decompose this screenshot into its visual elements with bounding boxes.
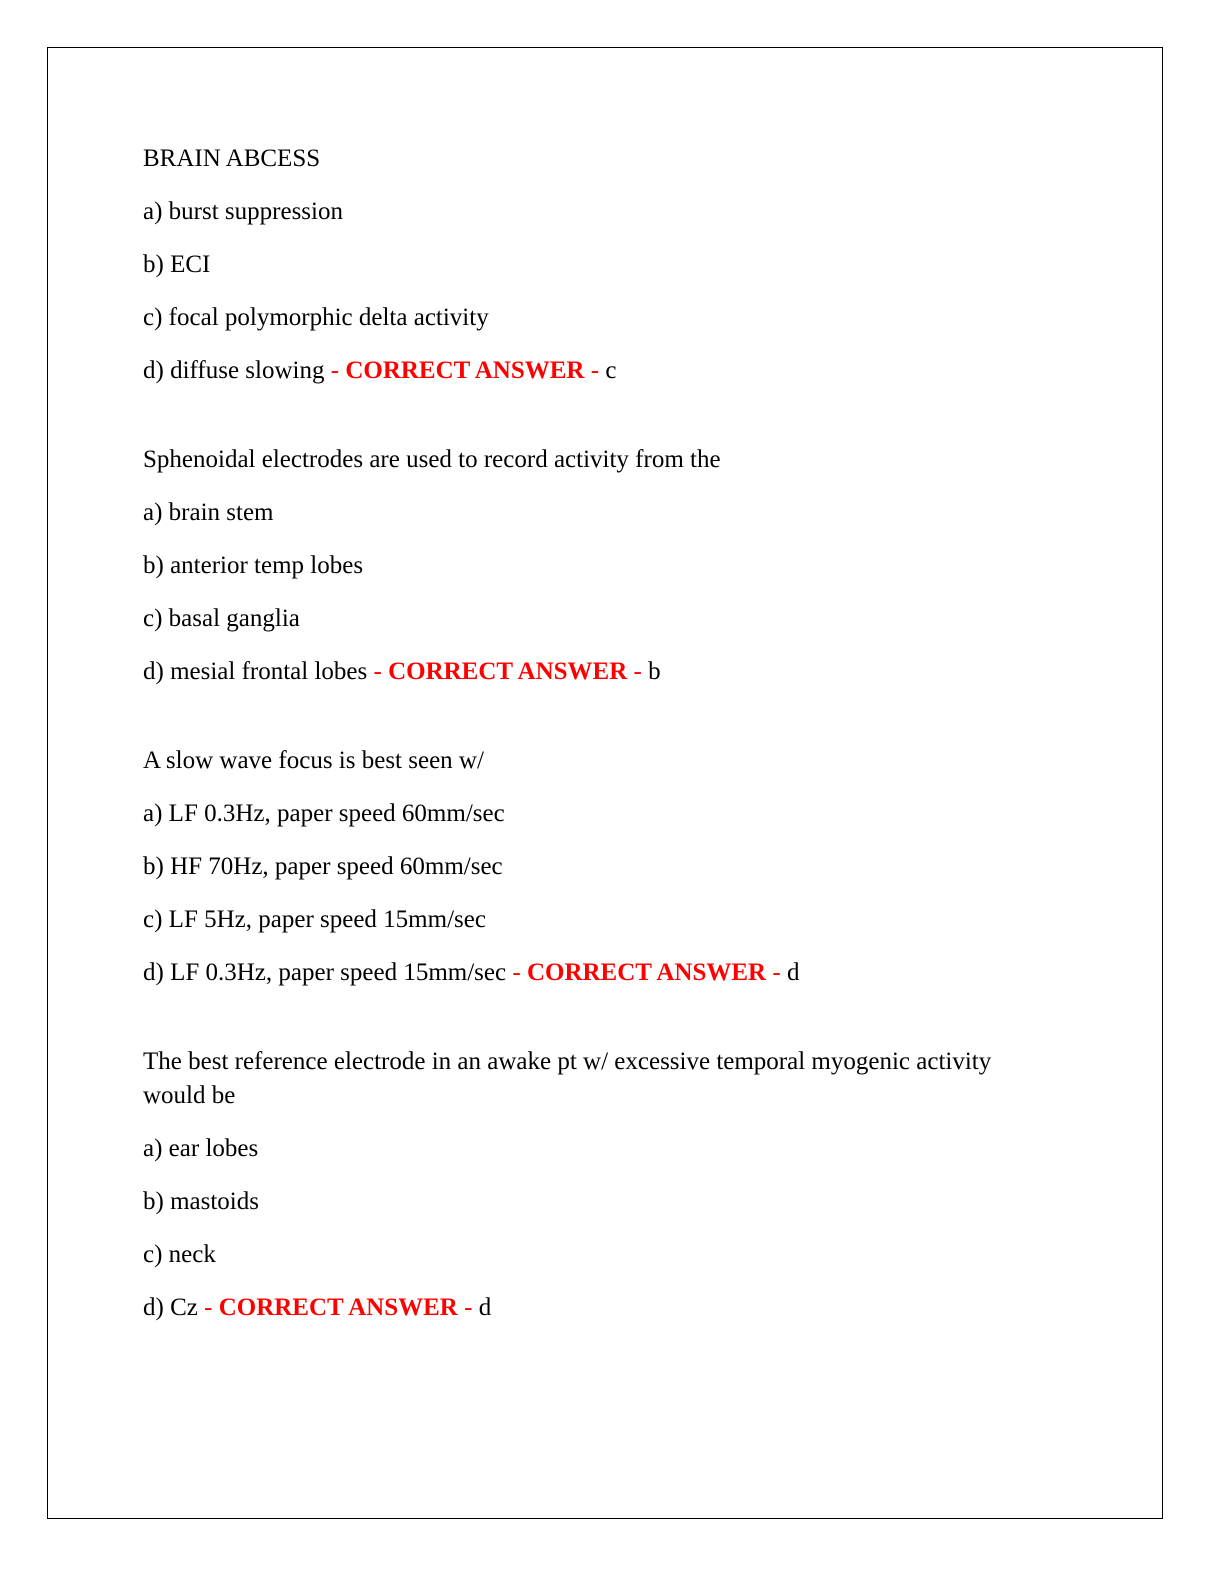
question-block <box>143 142 1023 388</box>
question-text: A slow wave focus is best seen w/ <box>143 747 484 774</box>
question-block <box>143 744 1023 990</box>
spacer <box>143 708 1023 744</box>
option-d-with-answer <box>143 956 1023 990</box>
option-c: c) neck <box>143 1241 216 1268</box>
answer-separator: - <box>766 959 787 986</box>
answer-separator: - <box>506 959 527 986</box>
answer-letter: d <box>478 1294 492 1321</box>
option-b: b) HF 70Hz, paper speed 60mm/sec <box>143 853 503 880</box>
correct-answer-label: CORRECT ANSWER <box>345 357 585 384</box>
question-text: The best reference electrode in an awake pt w/ excessive temporal myogenic activity would be <box>143 1048 992 1109</box>
option-c: c) focal polymorphic delta activity <box>143 304 489 331</box>
option-d-with-answer <box>143 1291 1023 1325</box>
answer-separator: - <box>197 1294 219 1321</box>
document-content <box>143 142 1023 1344</box>
answer-letter: d <box>786 959 800 986</box>
option-b: b) ECI <box>143 251 211 278</box>
option-d-with-answer <box>143 655 1023 689</box>
question-text: BRAIN ABCESS <box>143 145 321 172</box>
answer-separator: - <box>367 658 389 685</box>
answer-letter: c <box>605 357 617 384</box>
option-a: a) LF 0.3Hz, paper speed 60mm/sec <box>143 800 505 827</box>
option-a: a) burst suppression <box>143 198 343 225</box>
option-c: c) LF 5Hz, paper speed 15mm/sec <box>143 906 486 933</box>
option-d: d) diffuse slowing <box>143 357 325 384</box>
answer-letter: b <box>648 658 661 685</box>
option-a: a) brain stem <box>143 499 274 526</box>
correct-answer-label: CORRECT ANSWER <box>218 1294 458 1321</box>
option-d: d) LF 0.3Hz, paper speed 15mm/sec <box>143 959 507 986</box>
correct-answer-label: CORRECT ANSWER <box>388 658 628 685</box>
answer-separator: - <box>324 357 346 384</box>
option-b: b) mastoids <box>143 1188 259 1215</box>
option-d: d) Cz <box>143 1294 198 1321</box>
answer-separator: - <box>627 658 649 685</box>
answer-separator: - <box>457 1294 479 1321</box>
answer-separator: - <box>584 357 606 384</box>
question-text: Sphenoidal electrodes are used to record activity from the <box>143 446 721 473</box>
spacer <box>143 407 1023 443</box>
option-d-with-answer <box>143 354 1023 388</box>
option-d: d) mesial frontal lobes <box>143 658 368 685</box>
question-block <box>143 1045 1023 1325</box>
option-a: a) ear lobes <box>143 1135 259 1162</box>
option-c: c) basal ganglia <box>143 605 300 632</box>
option-b: b) anterior temp lobes <box>143 552 364 579</box>
correct-answer-label: CORRECT ANSWER <box>526 959 767 986</box>
spacer <box>143 1009 1023 1045</box>
question-block <box>143 443 1023 689</box>
